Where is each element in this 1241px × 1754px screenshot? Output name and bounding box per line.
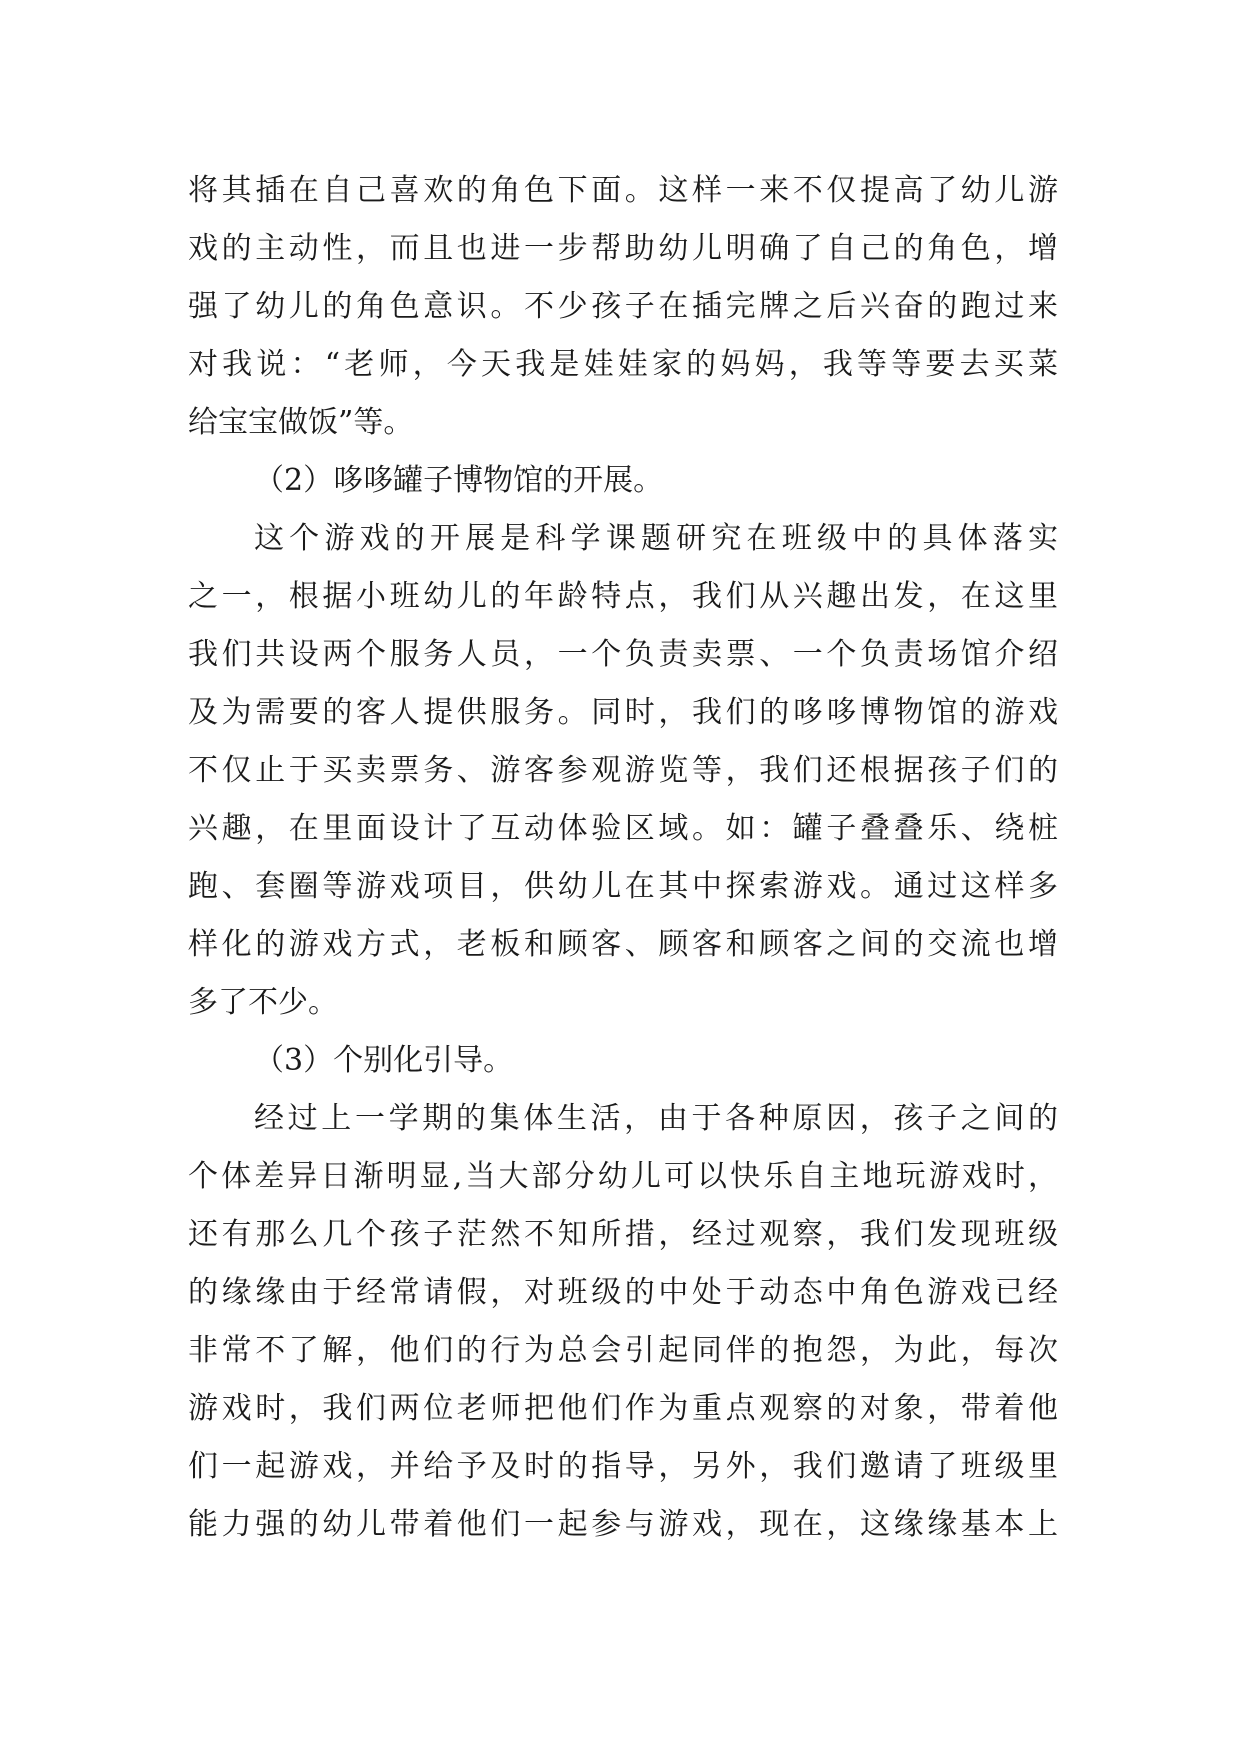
text-line: 将其插在自己喜欢的角色下面。这样一来不仅提高了幼儿游	[188, 173, 1058, 208]
text-line: 样化的游戏方式，老板和顾客、顾客和顾客之间的交流也增	[188, 927, 1058, 962]
text-line: （3）个别化引导。	[254, 1043, 514, 1078]
text-line: 还有那么几个孩子茫然不知所措，经过观察，我们发现班级	[188, 1217, 1058, 1252]
text-line: 们一起游戏，并给予及时的指导，另外，我们邀请了班级里	[188, 1449, 1058, 1484]
text-line: 经过上一学期的集体生活，由于各种原因，孩子之间的	[254, 1101, 1058, 1136]
text-line: 不仅止于买卖票务、游客参观游览等，我们还根据孩子们的	[188, 753, 1058, 788]
text-line: 给宝宝做饭”等。	[188, 405, 414, 440]
text-line: 这个游戏的开展是科学课题研究在班级中的具体落实	[254, 521, 1058, 556]
document-body	[188, 162, 1058, 1554]
text-line: 及为需要的客人提供服务。同时，我们的哆哆博物馆的游戏	[188, 695, 1058, 730]
text-line: 对我说：“老师，今天我是娃娃家的妈妈，我等等要去买菜	[188, 347, 1058, 382]
text-line: 多了不少。	[188, 985, 338, 1020]
text-line: （2）哆哆罐子博物馆的开展。	[254, 463, 664, 498]
text-line: 之一，根据小班幼儿的年龄特点，我们从兴趣出发，在这里	[188, 579, 1058, 614]
text-line: 强了幼儿的角色意识。不少孩子在插完牌之后兴奋的跑过来	[188, 289, 1058, 324]
text-line: 戏的主动性，而且也进一步帮助幼儿明确了自己的角色，增	[188, 231, 1058, 266]
text-line: 兴趣，在里面设计了互动体验区域。如：罐子叠叠乐、绕桩	[188, 811, 1058, 846]
text-line: 我们共设两个服务人员，一个负责卖票、一个负责场馆介绍	[188, 637, 1058, 672]
text-line: 个体差异日渐明显,当大部分幼儿可以快乐自主地玩游戏时，	[188, 1159, 1058, 1194]
text-line: 的缘缘由于经常请假，对班级的中处于动态中角色游戏已经	[188, 1275, 1058, 1310]
text-line: 游戏时，我们两位老师把他们作为重点观察的对象，带着他	[188, 1391, 1058, 1426]
text-line: 能力强的幼儿带着他们一起参与游戏，现在，这缘缘基本上	[188, 1507, 1058, 1542]
text-line: 非常不了解，他们的行为总会引起同伴的抱怨，为此，每次	[188, 1333, 1058, 1368]
text-line: 跑、套圈等游戏项目，供幼儿在其中探索游戏。通过这样多	[188, 869, 1058, 904]
